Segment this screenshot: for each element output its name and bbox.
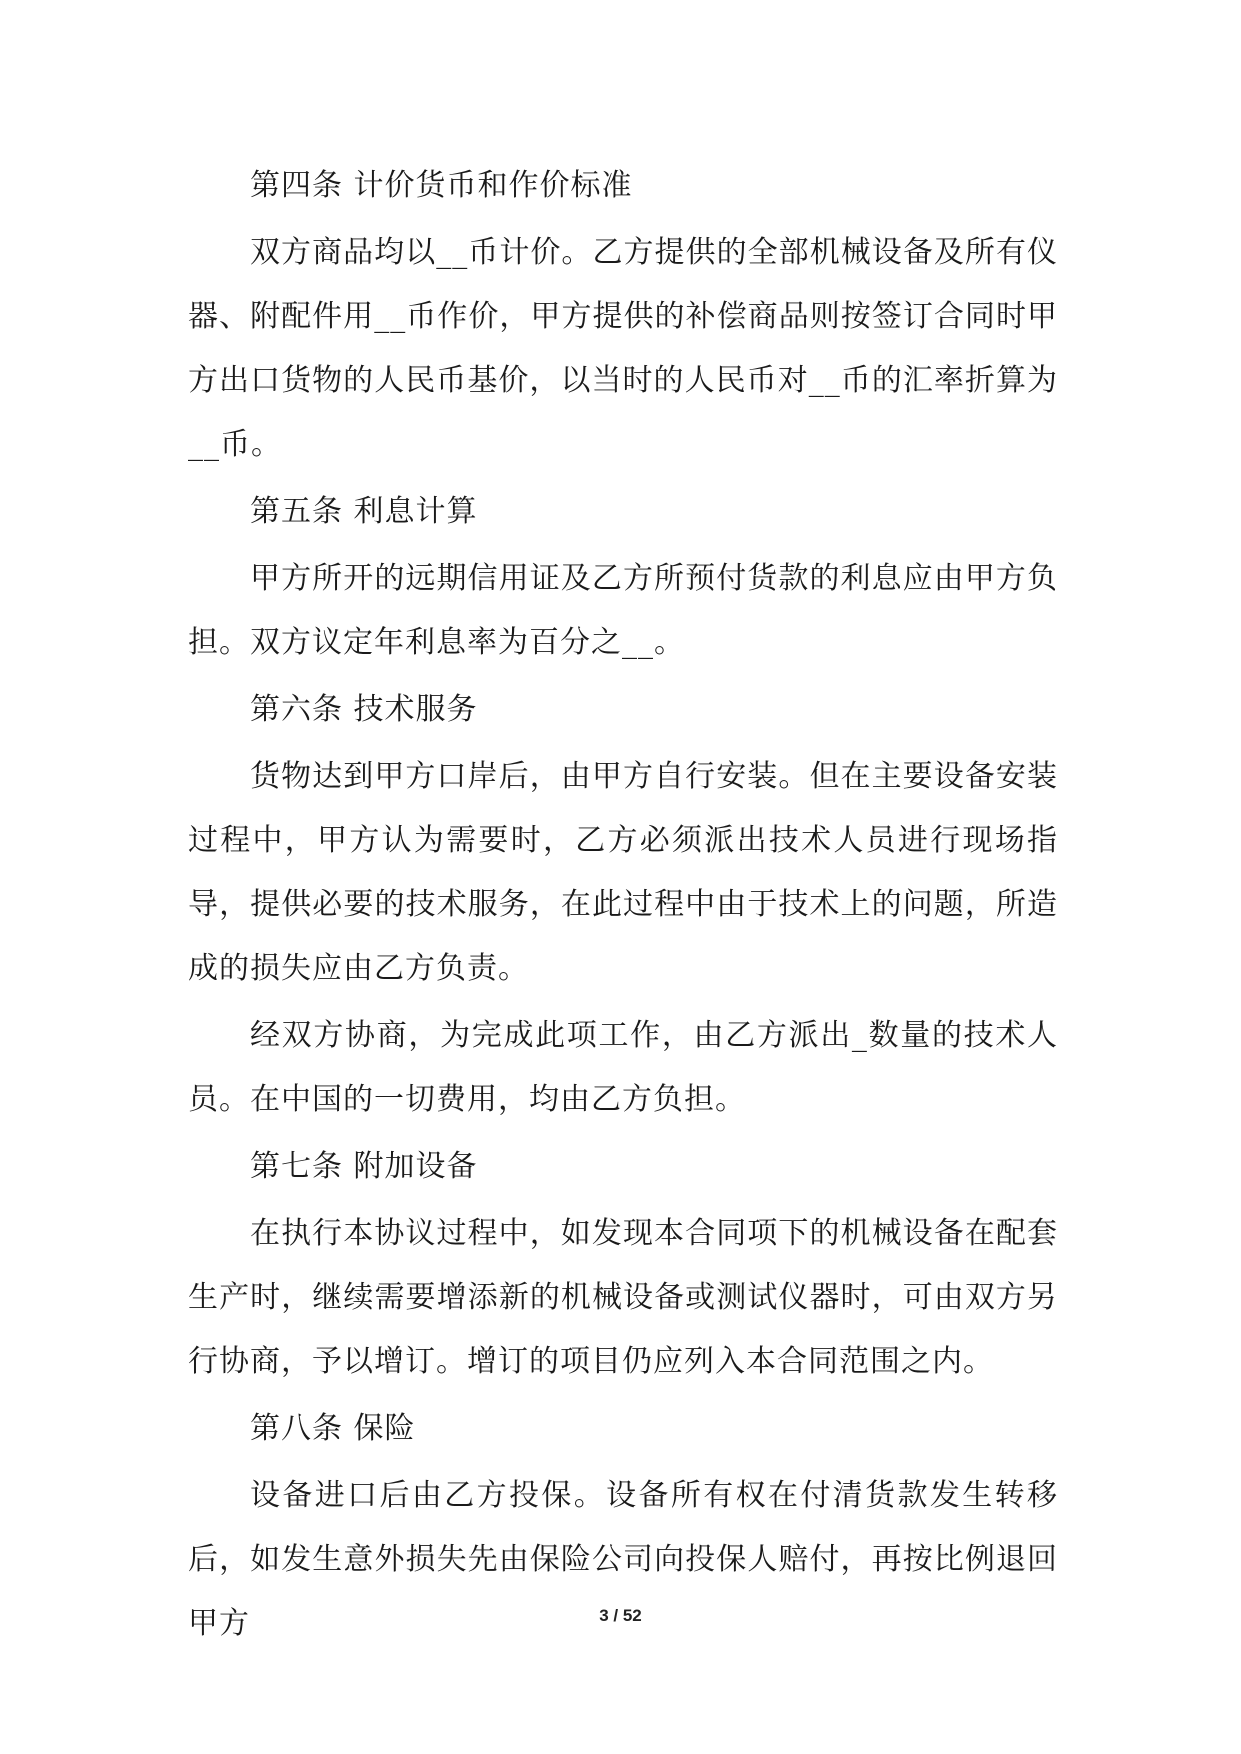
article-6-paragraph-1: 货物达到甲方口岸后，由甲方自行安装。但在主要设备安装过程中，甲方认为需要时，乙方必须派出技术人员进行现场指导，提供必要的技术服务，在此过程中由于技术上的问题，所造成的损失应由乙方负责。 — [188, 759, 1058, 986]
page-number: 3 / 52 — [599, 1606, 642, 1625]
article-4-paragraph: 双方商品均以__币计价。乙方提供的全部机械设备及所有仪器、附配件用__币作价，甲方提供的补偿商品则按签订合同时甲方出口货物的人民币基价，以当时的人民币对__币的汇率折算为__币。 — [188, 235, 1058, 462]
article-7-heading: 第七条 附加设备 — [250, 1149, 478, 1184]
article-4-heading: 第四条 计价货币和作价标准 — [250, 168, 633, 203]
document-body — [188, 154, 1058, 1659]
article-8-paragraph: 设备进口后由乙方投保。设备所有权在付清货款发生转移后，如发生意外损失先由保险公司向投保人赔付，再按比例退回甲方 — [188, 1478, 1058, 1641]
article-6-paragraph-2: 经双方协商，为完成此项工作，由乙方派出_数量的技术人员。在中国的一切费用，均由乙方负担。 — [188, 1018, 1058, 1117]
article-7-paragraph: 在执行本协议过程中，如发现本合同项下的机械设备在配套生产时，继续需要增添新的机械设备或测试仪器时，可由双方另行协商，予以增订。增订的项目仍应列入本合同范围之内。 — [188, 1216, 1058, 1379]
article-8-heading: 第八条 保险 — [250, 1411, 416, 1446]
article-6-heading: 第六条 技术服务 — [250, 692, 478, 727]
article-5-paragraph: 甲方所开的远期信用证及乙方所预付货款的利息应由甲方负担。双方议定年利息率为百分之__。 — [188, 561, 1058, 660]
article-5-heading: 第五条 利息计算 — [250, 494, 478, 529]
